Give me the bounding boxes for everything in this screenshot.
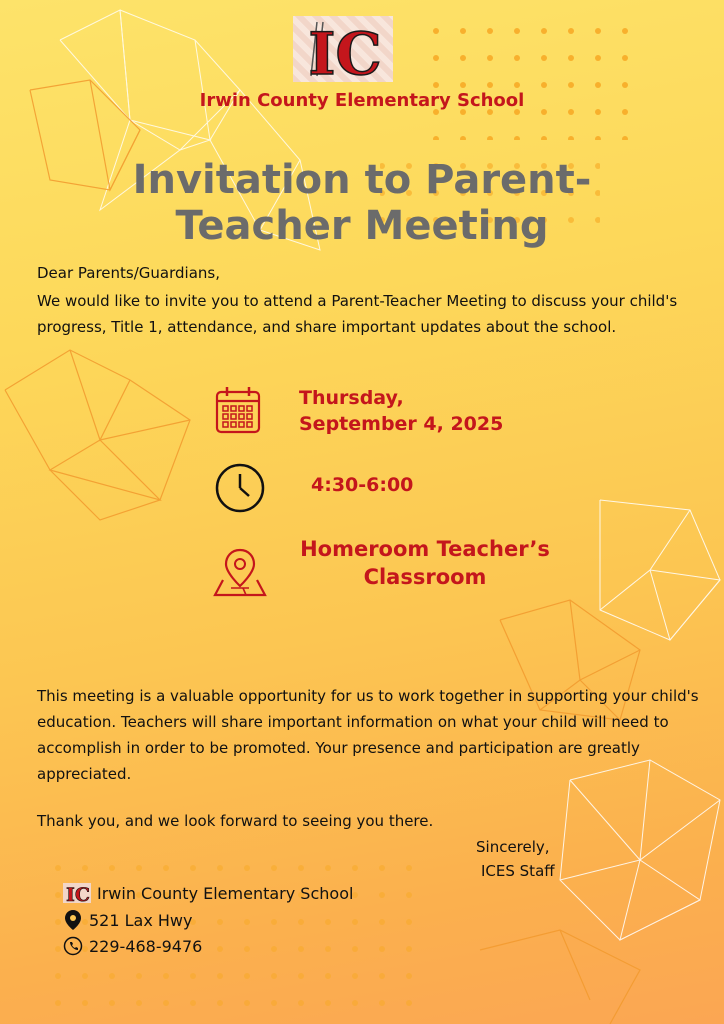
footer-school [63,883,353,903]
footer-logo-icon [63,883,91,903]
location-pin-icon [63,909,83,931]
signature: ICES Staff [481,862,555,880]
map-pin-icon [213,546,267,598]
thanks-line: Thank you, and we look forward to seeing you there. [37,812,434,830]
intro-paragraph: We would like to invite you to attend a Parent-Teacher Meeting to discuss your child's progress, Title 1, attendance, and share important updates about the school. [37,292,678,336]
event-day: Thursday, [299,387,404,409]
event-time: 4:30-6:00 [311,474,414,496]
event-full-date: September 4, 2025 [299,413,504,435]
footer-logo-letters: IC [65,884,91,903]
title-line-1: Invitation to Parent- [132,157,592,203]
logo-letters: IC [308,20,382,82]
event-location [284,535,566,591]
title-line-2: Teacher Meeting [175,203,549,249]
body-paragraph: This meeting is a valuable opportunity for us to work together in supporting your child's education. Teachers will share important information on what your child will need to accomplish in order to be promoted. Your presence and participation are greatly appreciated. [37,687,699,783]
clock-icon [214,462,266,514]
event-date [299,385,503,437]
school-logo [293,16,393,82]
calendar-icon [214,385,262,435]
footer-address-text: 521 Lax Hwy [89,910,193,930]
location-line-2: Classroom [363,565,487,589]
greeting: Dear Parents/Guardians, [37,264,220,282]
footer-phone [63,935,202,957]
page-title [0,157,724,249]
phone-icon [63,935,83,957]
closing: Sincerely, [476,838,550,856]
location-line-1: Homeroom Teacher’s [300,537,550,561]
footer-phone-text: 229-468-9476 [89,936,203,956]
footer-school-name: Irwin County Elementary School [97,883,354,903]
school-name-heading: Irwin County Elementary School [199,90,525,111]
footer-address [63,909,192,931]
